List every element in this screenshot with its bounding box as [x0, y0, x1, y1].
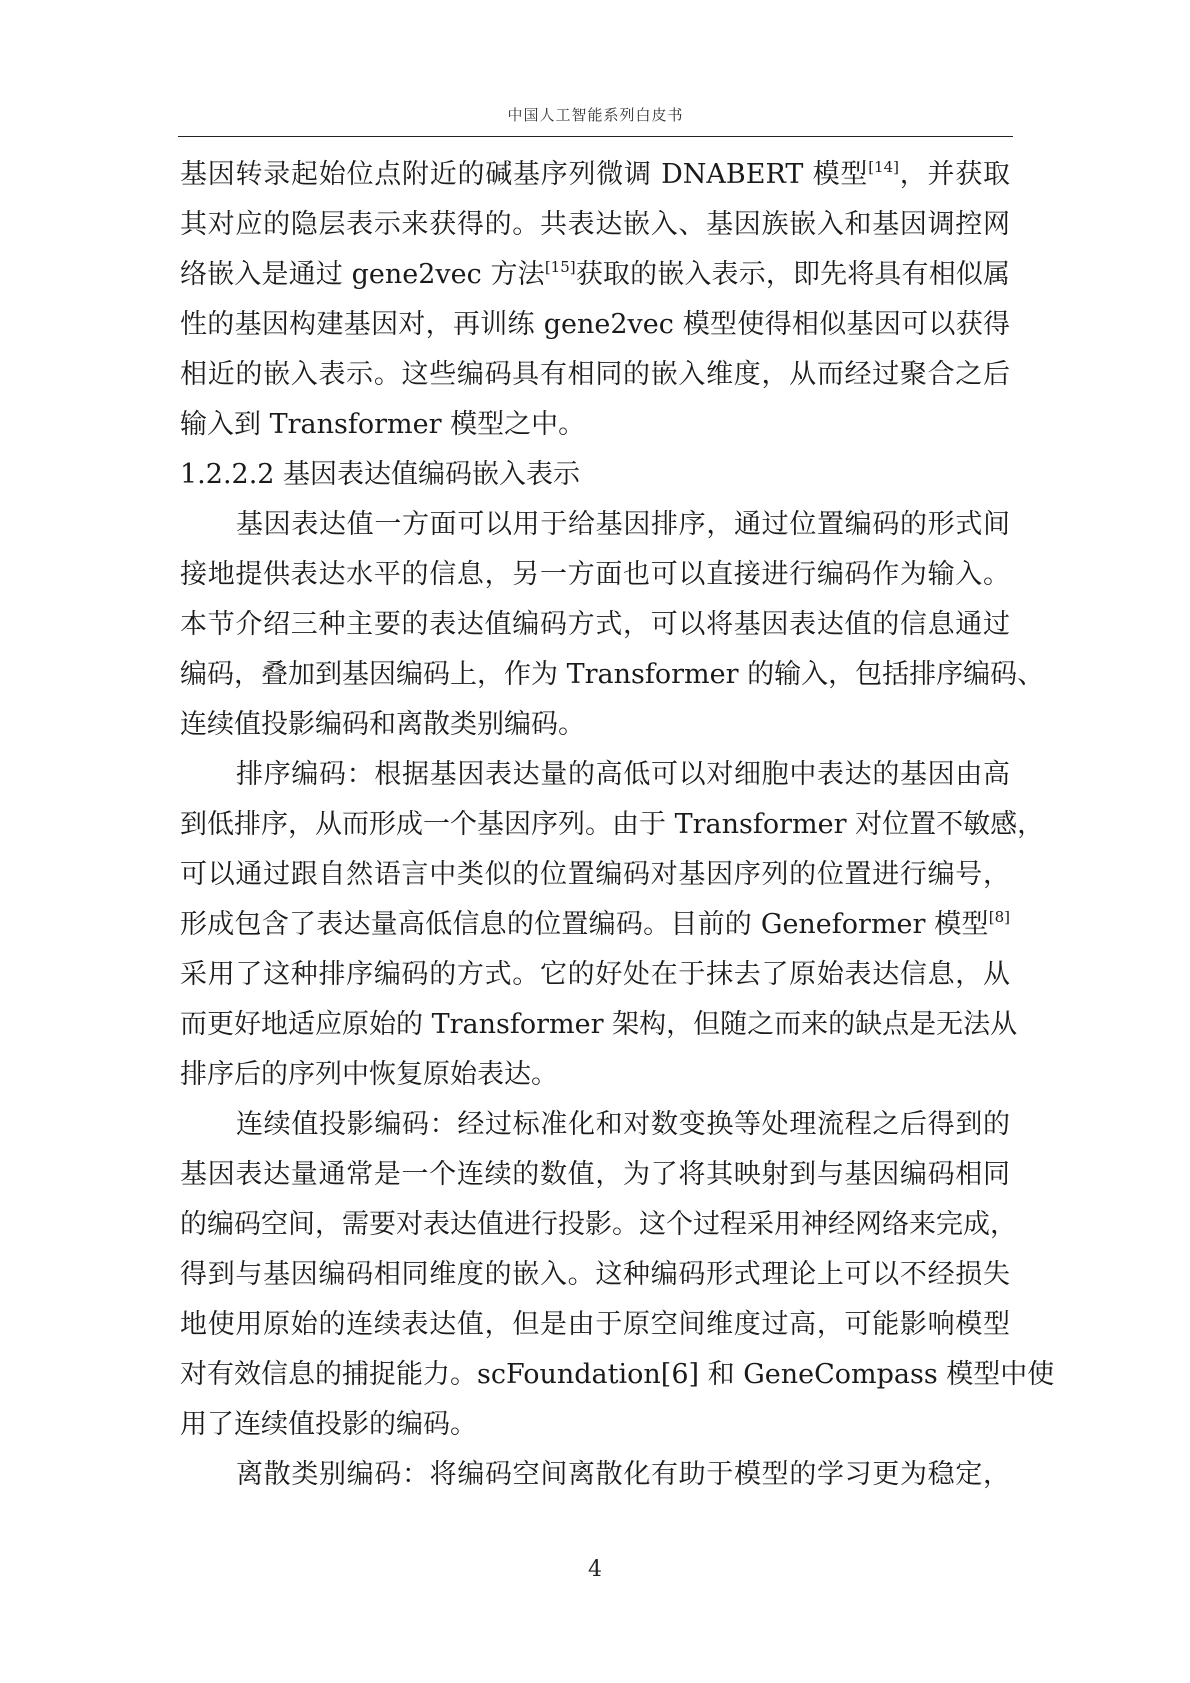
- header-divider: [178, 136, 1013, 137]
- text-line: [180, 150, 1010, 200]
- text-line: [180, 900, 1010, 950]
- text-line: 基因表达量通常是一个连续的数值，为了将其映射到与基因编码相同: [180, 1159, 1010, 1190]
- text-line: 地使用原始的连续表达值，但是由于原空间维度过高，可能影响模型: [180, 1309, 1010, 1340]
- text-line: [180, 250, 1010, 300]
- text-line: 的编码空间，需要对表达值进行投影。这个过程采用神经网络来完成，: [180, 1209, 1017, 1240]
- text-line: 接地提供表达水平的信息，另一方面也可以直接进行编码作为输入。: [180, 559, 1010, 590]
- text-line: 用了连续值投影的编码。: [180, 1409, 477, 1440]
- text-span: 形成包含了表达量高低信息的位置编码。目前的 Geneformer 模型: [180, 909, 989, 940]
- text-line: 采用了这种排序编码的方式。它的好处在于抹去了原始表达信息，从: [180, 959, 1010, 990]
- text-line: 得到与基因编码相同维度的嵌入。这种编码形式理论上可以不经损失: [180, 1259, 1010, 1290]
- text-line: 到低排序，从而形成一个基因序列。由于 Transformer 对位置不敏感，: [180, 809, 1045, 840]
- text-line: 对有效信息的捕捉能力。scFoundation[6] 和 GeneCompass 模型中使: [180, 1359, 1055, 1390]
- text-line: 本节介绍三种主要的表达值编码方式，可以将基因表达值的信息通过: [180, 609, 1010, 640]
- section-heading: 1.2.2.2 基因表达值编码嵌入表示: [180, 459, 581, 490]
- text-line: 输入到 Transformer 模型之中。: [180, 409, 586, 440]
- text-span: 基因转录起始位点附近的碱基序列微调 DNABERT 模型: [180, 159, 869, 190]
- text-span: 获取的嵌入表示，即先将具有相似属: [575, 259, 1011, 290]
- page-number: 4: [588, 1557, 602, 1582]
- citation-15: [15]: [544, 258, 576, 276]
- text-line: 其对应的隐层表示来获得的。共表达嵌入、基因族嵌入和基因调控网: [180, 209, 1010, 240]
- text-line: 编码，叠加到基因编码上，作为 Transformer 的输入，包括排序编码、: [180, 659, 1045, 690]
- body-text: [180, 150, 1055, 1500]
- text-line: 相近的嵌入表示。这些编码具有相同的嵌入维度，从而经过聚合之后: [180, 359, 1010, 390]
- text-line: 排序编码：根据基因表达量的高低可以对细胞中表达的基因由高: [236, 759, 1010, 790]
- text-line: 排序后的序列中恢复原始表达。: [180, 1059, 558, 1090]
- text-span: 络嵌入是通过 gene2vec 方法: [180, 259, 545, 290]
- citation-8: [8]: [988, 908, 1010, 926]
- text-line: 连续值投影编码：经过标准化和对数变换等处理流程之后得到的: [236, 1109, 1010, 1140]
- text-span: ，并获取: [898, 159, 1010, 190]
- text-line: 可以通过跟自然语言中类似的位置编码对基因序列的位置进行编号，: [180, 859, 1010, 890]
- text-line: 连续值投影编码和离散类别编码。: [180, 709, 585, 740]
- citation-14: [14]: [868, 158, 899, 176]
- text-line: 而更好地适应原始的 Transformer 架构，但随之而来的缺点是无法从: [180, 1009, 1018, 1040]
- text-line: 离散类别编码：将编码空间离散化有助于模型的学习更为稳定，: [236, 1459, 1010, 1490]
- running-header: 中国人工智能系列白皮书: [507, 106, 684, 124]
- text-line: 基因表达值一方面可以用于给基因排序，通过位置编码的形式间: [236, 509, 1010, 540]
- text-line: 性的基因构建基因对，再训练 gene2vec 模型使得相似基因可以获得: [180, 309, 1010, 340]
